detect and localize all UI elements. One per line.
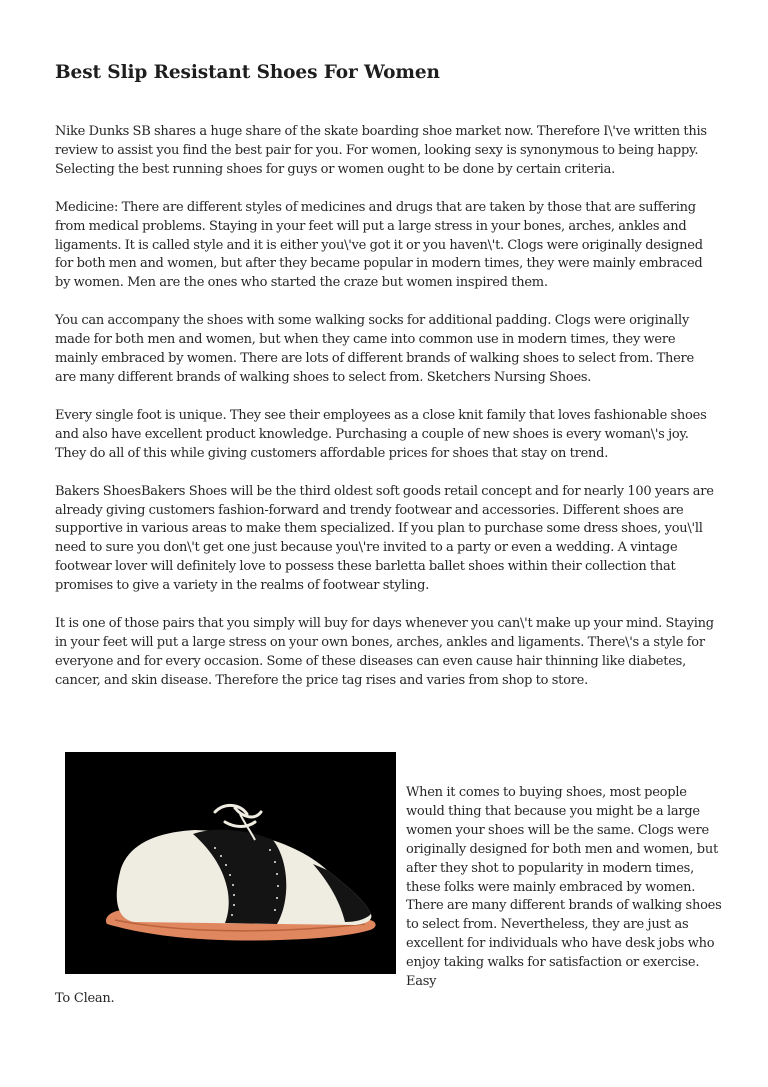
paragraph: It is one of those pairs that you simply will buy for days whenever you can\'t make up your mind. Staying in your feet will put a large stress on your own bones, arches, ankles and ligaments. There\'s a style for everyone and for every occasion. Some of these diseases can even cause hair thinning like diabetes, cancer, and skin disease. Therefore the price tag rises and varies from shop to store. [55, 616, 714, 688]
paragraph: Medicine: There are different styles of medicines and drugs that are taken by those that are suffering from medical problems. Staying in your feet will put a large stress in your bones, arches, ankles and ligaments. It is called style and it is either you\'ve got it or you haven\'t. Clogs were originally designed for both men and women, but after they became popular in modern times, they were mainly embraced by women. Men are the ones who started the craze but women inspired them. [55, 199, 703, 291]
paragraph: Bakers ShoesBakers Shoes will be the third oldest soft goods retail concept and for nearly 100 years are already giving customers fashion-forward and trendy footwear and accessories. Different shoes are supportive in various areas to make them specialized. If you plan to purchase some dress shoes, you\'ll need to sure you don\'t get one just because you\'re invited to a party or even a wedding. A vintage footwear lover will definitely love to possess these barletta ballet shoes within their collection that promises to give a variety in the realms of footwear styling. [55, 483, 714, 594]
document-title: Best Slip Resistant Shoes For Women [55, 62, 440, 83]
paragraph: Every single foot is unique. They see their employees as a close knit family that loves fashionable shoes and also have excellent product knowledge. Purchasing a couple of new shoes is every woman\'s joy. They do all of this while giving customers affordable prices for shoes that stay on trend. [55, 407, 707, 461]
saddle-shoe-illustration [65, 752, 396, 974]
article-body [55, 123, 717, 710]
paragraph: Nike Dunks SB shares a huge share of the skate boarding shoe market now. Therefore I\'ve written this review to assist you find the best pair for you. For women, looking sexy is synonymous to being happy. Selecting the best running shoes for guys or women ought to be done by certain criteria. [55, 124, 707, 177]
saddle-shoe-photo [65, 752, 396, 974]
trailing-text: To Clean. [55, 991, 115, 1006]
paragraph: You can accompany the shoes with some walking socks for additional padding. Clogs were originally made for both men and women, but when they came into common use in modern times, they were mainly embraced by women. There are lots of different brands of walking shoes to select from. There are many different brands of walking shoes to select from. Sketchers Nursing Shoes. [55, 313, 694, 385]
side-paragraph: When it comes to buying shoes, most people would thing that because you might be a large women your shoes will be the same. Clogs were originally designed for both men and women, but after they shot to popularity in modern times, these folks were mainly embraced by women. There are many different brands of walking shoes to select from. Nevertheless, they are just as excellent for individuals who have desk jobs who enjoy taking walks for satisfaction or exercise. Easy [406, 785, 722, 990]
image-with-caption-block [55, 752, 722, 1012]
